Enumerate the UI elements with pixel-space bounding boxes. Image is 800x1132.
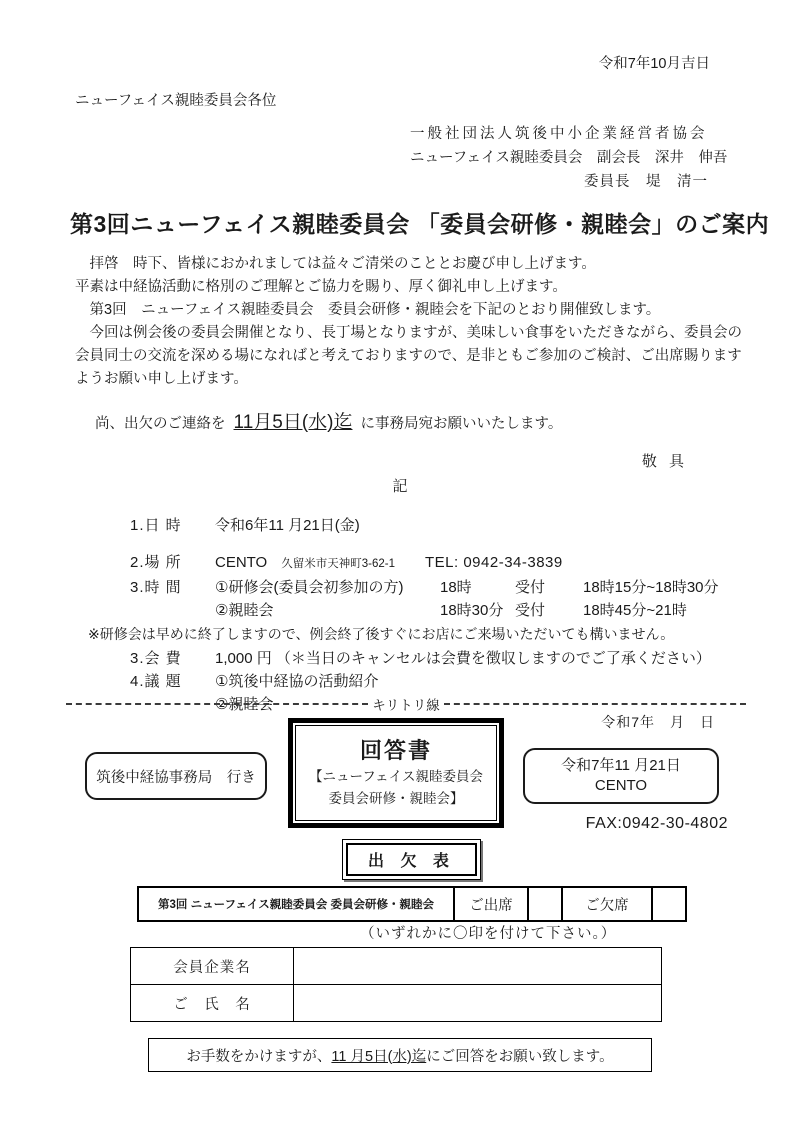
rsvp-notice-prefix: 尚、出欠のご連絡を <box>95 416 226 432</box>
detail-fee-value: 1,000 円 （＊当日のキャンセルは会費を徴収しますのでご了承ください） <box>215 650 711 667</box>
attendance-table <box>137 886 687 922</box>
reply-form-subtitle-2: 委員会研修・親睦会】 <box>328 791 464 806</box>
footer-deadline: 11 月5日(水)迄 <box>331 1048 427 1065</box>
detail-fee <box>130 647 800 670</box>
sender-chair: 委員長 堤 清一 <box>584 174 708 190</box>
rsvp-deadline: 11月5日(水)迄 <box>233 412 353 433</box>
attend-label-cell: ご出席 <box>454 887 528 921</box>
paragraph-invitation: 今回は例会後の委員会開催となり、長丁場となりますが、美味しい食事をいただきながら、委員会の会員同士の交流を深める場になればと考えておりますので、是非ともご参加のご検討、ご出席賜りますようお願い申し上げます。 <box>75 325 742 387</box>
session2-range: 18時45分~21時 <box>583 602 687 619</box>
paragraph-thanks: 平素は中経協活動に格別のご理解とご協力を賜り、厚く御礼申し上げます。 <box>75 279 567 295</box>
sender-organization: 一般社団法人筑後中小企業経営者協会 <box>410 126 708 142</box>
event-info-box <box>523 748 719 804</box>
detail-place <box>130 551 800 576</box>
venue-address: 久留米市天神町3-62-1 <box>281 558 395 570</box>
training-note: ※研修会は早めに終了しますので、例会終了後すぐにお店にご来場いただいても構いません。 <box>88 626 675 642</box>
detail-fee-label: 3.会 費 <box>130 650 182 667</box>
attendance-row <box>138 887 686 921</box>
sender-vice-chair: ニューフェイス親睦委員会 副会長 深井 伸吾 <box>410 150 728 166</box>
session1-start: 18時 <box>440 579 472 596</box>
circle-instruction: （いずれかに〇印を付けて下さい。） <box>360 926 617 942</box>
cut-line-label: キリトリ線 <box>372 698 440 713</box>
member-info-table <box>130 947 662 1022</box>
detail-datetime-label: 1.日 時 <box>130 517 182 534</box>
letter-body <box>75 253 742 391</box>
session2-name: ②親睦会 <box>215 602 274 619</box>
record-mark: 記 <box>392 478 408 495</box>
footer-reminder-box <box>148 1038 652 1072</box>
reply-form-box <box>288 718 504 828</box>
paragraph-announcement: 第3回 ニューフェイス親睦委員会 委員会研修・親睦会を下記のとおり開催致します。 <box>89 302 661 318</box>
session2-reception-label: 受付 <box>515 602 546 619</box>
company-label-cell: 会員企業名 <box>131 948 294 985</box>
addressee-box: 筑後中経協事務局 行き <box>85 752 267 800</box>
event-info-venue: CENTO <box>594 777 648 794</box>
rsvp-notice <box>95 407 800 434</box>
name-row <box>131 985 662 1022</box>
agenda-line2: ②親睦会 <box>215 696 274 713</box>
absent-label-cell: ご欠席 <box>562 887 652 921</box>
sender-block <box>410 122 728 194</box>
event-details <box>88 514 800 716</box>
reply-form-subtitle-1: 【ニューフェイス親睦委員会 <box>308 769 483 784</box>
closing-word: 敬 具 <box>641 453 688 470</box>
company-row <box>131 948 662 985</box>
detail-time-row1 <box>130 576 800 599</box>
attend-mark-cell[interactable] <box>528 887 562 921</box>
session1-name: ①研修会(委員会初参加の方) <box>215 579 404 596</box>
footer-prefix: お手数をかけますが、 <box>186 1048 332 1065</box>
company-input-cell[interactable] <box>294 948 662 985</box>
absent-mark-cell[interactable] <box>652 887 686 921</box>
rsvp-notice-suffix: に事務局宛お願いいたします。 <box>360 416 563 432</box>
fax-number: FAX:0942-30-4802 <box>585 815 728 832</box>
detail-time-row2 <box>130 599 800 622</box>
attendance-title-box <box>342 839 481 880</box>
detail-datetime-value: 令和6年11 月21日(金) <box>215 517 360 534</box>
detail-place-label: 2.場 所 <box>130 554 182 571</box>
session1-range: 18時15分~18時30分 <box>583 579 719 596</box>
document-title: 第3回ニューフェイス親睦委員会 「委員会研修・親睦会」のご案内 <box>70 211 770 237</box>
event-info-date: 令和7年11 月21日 <box>561 757 681 774</box>
paragraph-greeting: 拝啓 時下、皆様におかれましては益々ご清栄のこととお慶び申し上げます。 <box>89 256 596 272</box>
session2-start: 18時30分 <box>440 602 504 619</box>
name-input-cell[interactable] <box>294 985 662 1022</box>
detail-datetime <box>130 514 800 537</box>
session1-reception-label: 受付 <box>515 579 546 596</box>
reply-date-line: 令和7年 月 日 <box>601 714 715 730</box>
detail-agenda-label: 4.議 題 <box>130 673 182 690</box>
agenda-line1: ①筑後中経協の活動紹介 <box>215 673 379 690</box>
venue-phone: TEL: 0942-34-3839 <box>424 554 563 571</box>
attendance-title: 出 欠 表 <box>346 843 477 876</box>
recipient-line: ニューフェイス親睦委員会各位 <box>75 93 277 109</box>
detail-time-label: 3.時 間 <box>130 579 182 596</box>
venue-name: CENTO <box>215 554 268 571</box>
cut-line <box>62 694 750 714</box>
issue-date: 令和7年10月吉日 <box>598 56 710 72</box>
reply-form-title: 回答書 <box>359 738 432 763</box>
name-label-cell: ご 氏 名 <box>131 985 294 1022</box>
attendance-event-cell: 第3回 ニューフェイス親睦委員会 委員会研修・親睦会 <box>138 887 454 921</box>
footer-suffix: にご回答をお願い致します。 <box>426 1048 614 1065</box>
